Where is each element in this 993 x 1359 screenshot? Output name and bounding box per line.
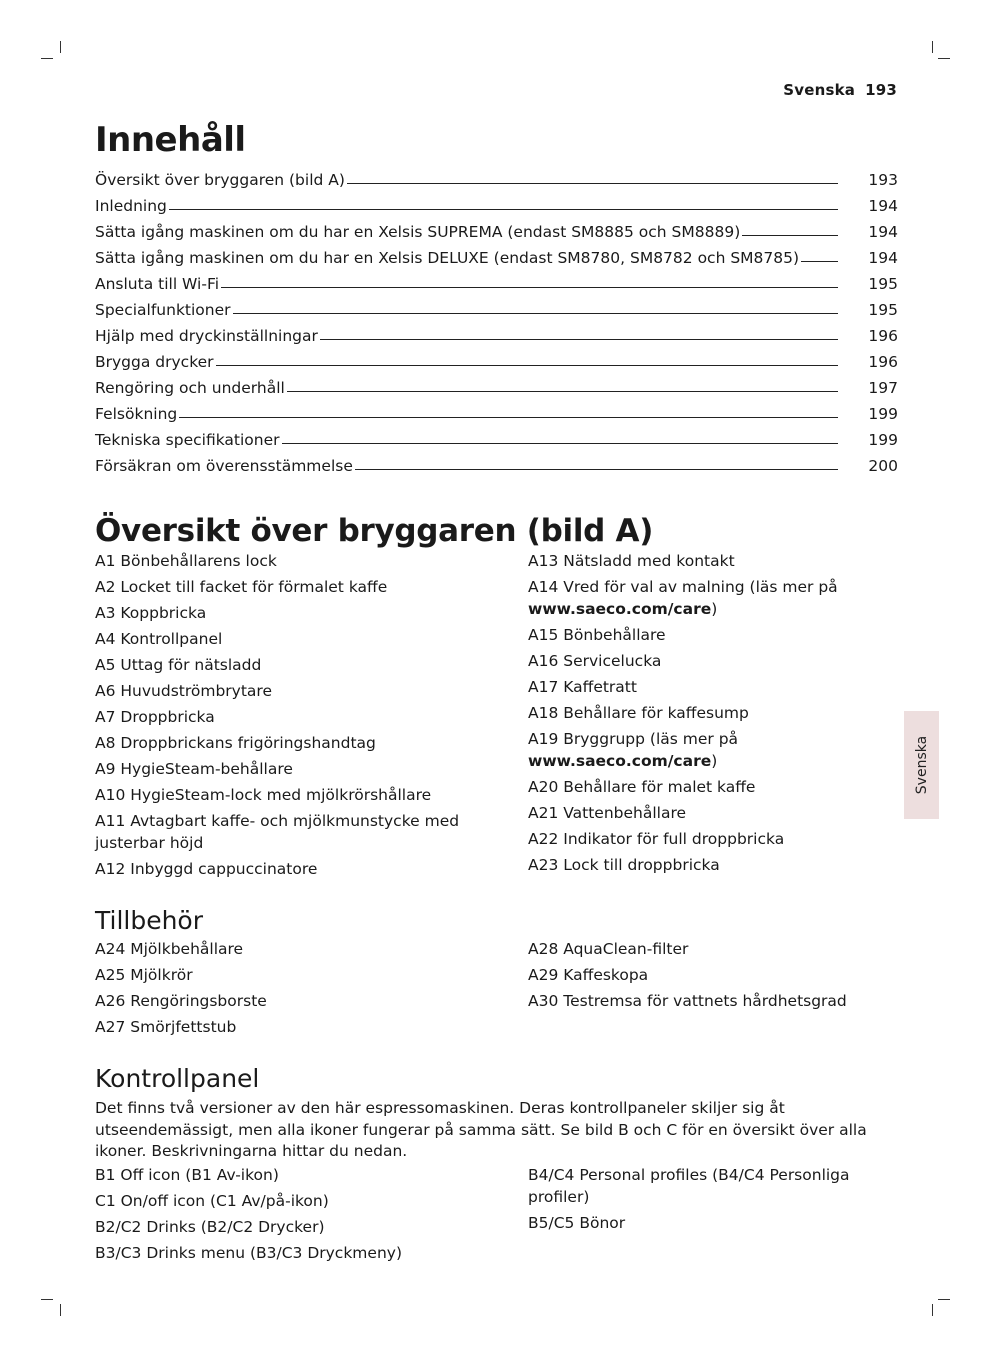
toc-leader	[233, 313, 838, 314]
toc-leader	[221, 287, 838, 288]
control-panel-title: Kontrollpanel	[95, 1064, 260, 1093]
toc-entry-label: Brygga drycker	[95, 353, 214, 371]
toc-entry-label: Försäkran om överensstämmelse	[95, 457, 353, 475]
toc-leader	[320, 339, 838, 340]
toc-entry[interactable]	[95, 397, 898, 423]
toc-entry[interactable]	[95, 319, 898, 345]
list-item: A30 Testremsa för vattnets hårdhetsgrad	[528, 992, 847, 1010]
toc-leader	[287, 391, 838, 392]
list-item	[528, 550, 898, 572]
list-item	[528, 624, 898, 646]
toc-entry-label: Översikt över bryggaren (bild A)	[95, 171, 345, 189]
list-item: A29 Kaffeskopa	[528, 966, 649, 984]
toc-entry-label: Ansluta till Wi-Fi	[95, 275, 220, 293]
list-item: B3/C3 Drinks menu (B3/C3 Dryckmeny)	[95, 1243, 402, 1262]
toc-leader	[355, 469, 838, 470]
control-panel-left-column	[95, 1164, 528, 1268]
list-item-text: A15 Bönbehållare	[528, 626, 666, 644]
toc-entry-label: Sätta igång maskinen om du har en Xelsis SUPREMA (endast SM8885 och SM8889)	[95, 223, 741, 241]
control-panel-intro: Det finns två versioner av den här espressomaskinen. Deras kontrollpaneler skiljer sig åt utseendemässigt, men alla ikoner fungerar på samma sätt. Se bild B och C för en översikt över alla ikoner. Beskrivningarna hittar du nedan.	[95, 1099, 867, 1160]
list-item: A7 Droppbricka	[95, 708, 215, 726]
toc-entry-page: 196	[868, 353, 898, 371]
list-item: A6 Huvudströmbrytare	[95, 682, 273, 700]
accessories-title: Tillbehör	[95, 906, 204, 935]
toc-entry[interactable]	[95, 163, 898, 189]
toc-entry-page: 199	[868, 431, 898, 449]
crop-mark	[932, 41, 933, 53]
overview-left-column	[95, 550, 528, 884]
crop-mark	[932, 1304, 933, 1316]
toc-entry[interactable]	[95, 423, 898, 449]
toc-entry-label: Rengöring och underhåll	[95, 379, 285, 397]
list-item: A12 Inbyggd cappuccinatore	[95, 860, 318, 878]
overview-list	[95, 550, 898, 884]
toc-entry[interactable]	[95, 189, 898, 215]
list-item: A3 Koppbricka	[95, 604, 207, 622]
list-item-text: A20 Behållare för malet kaffe	[528, 778, 756, 796]
care-link[interactable]: www.saeco.com/care	[528, 752, 712, 770]
crop-mark	[60, 41, 61, 53]
list-item	[528, 802, 898, 824]
list-item: A1 Bönbehållarens lock	[95, 552, 277, 570]
list-item: A8 Droppbrickans frigöringshandtag	[95, 734, 376, 752]
toc-leader	[169, 209, 838, 210]
list-item: B1 Off icon (B1 Av-ikon)	[95, 1165, 279, 1184]
accessories-right-column	[528, 938, 898, 1042]
language-side-tab	[904, 711, 939, 819]
list-item	[528, 650, 898, 672]
toc-entry-page: 197	[868, 379, 898, 397]
list-item: B2/C2 Drinks (B2/C2 Drycker)	[95, 1217, 325, 1236]
crop-mark	[60, 1304, 61, 1316]
toc-entry[interactable]	[95, 293, 898, 319]
list-item-text: A14 Vred för val av malning (läs mer på	[528, 578, 838, 596]
list-item	[528, 676, 898, 698]
list-item: A25 Mjölkrör	[95, 966, 193, 984]
toc-entry-label: Specialfunktioner	[95, 301, 231, 319]
toc-leader	[216, 365, 838, 366]
toc-leader	[179, 417, 838, 418]
toc-entry-label: Sätta igång maskinen om du har en Xelsis DELUXE (endast SM8780, SM8782 och SM8785)	[95, 249, 800, 267]
list-item-text: A16 Servicelucka	[528, 652, 662, 670]
crop-mark	[938, 1299, 950, 1300]
list-item-text: A17 Kaffetratt	[528, 678, 637, 696]
toc-leader	[347, 183, 838, 184]
list-item	[528, 728, 898, 772]
list-item: A24 Mjölkbehållare	[95, 940, 244, 958]
toc-entry[interactable]	[95, 215, 898, 241]
crop-mark	[938, 58, 950, 59]
overview-title: Översikt över bryggaren (bild A)	[95, 513, 654, 549]
toc-leader	[742, 235, 838, 236]
list-item-text: )	[711, 752, 718, 770]
toc-entry-label: Felsökning	[95, 405, 178, 423]
table-of-contents	[95, 163, 898, 475]
toc-entry-page: 196	[868, 327, 898, 345]
toc-entry[interactable]	[95, 449, 898, 475]
list-item-text: A21 Vattenbehållare	[528, 804, 687, 822]
toc-entry-label: Hjälp med dryckinställningar	[95, 327, 318, 345]
toc-entry[interactable]	[95, 267, 898, 293]
list-item: C1 On/off icon (C1 Av/på-ikon)	[95, 1191, 329, 1210]
control-panel-list	[95, 1164, 898, 1268]
list-item-text: )	[711, 600, 718, 618]
toc-entry-page: 195	[868, 275, 898, 293]
list-item-text: A18 Behållare för kaffesump	[528, 704, 749, 722]
toc-entry-page: 193	[868, 171, 898, 189]
crop-mark	[41, 58, 53, 59]
crop-mark	[41, 1299, 53, 1300]
list-item: B4/C4 Personal profiles (B4/C4 Personliga profiler)	[528, 1165, 850, 1206]
list-item: A26 Rengöringsborste	[95, 992, 267, 1010]
list-item: A2 Locket till facket för förmalet kaffe	[95, 578, 388, 596]
toc-entry-label: Tekniska specifikationer	[95, 431, 280, 449]
list-item	[528, 576, 898, 620]
list-item-text: A22 Indikator för full droppbricka	[528, 830, 785, 848]
toc-entry-page: 199	[868, 405, 898, 423]
toc-entry[interactable]	[95, 371, 898, 397]
toc-entry[interactable]	[95, 345, 898, 371]
toc-entry-page: 200	[868, 457, 898, 475]
toc-entry-label: Inledning	[95, 197, 167, 215]
list-item: A9 HygieSteam-behållare	[95, 760, 293, 778]
toc-entry-page: 194	[868, 223, 898, 241]
side-tab-label: Svenska	[913, 735, 930, 795]
toc-entry-page: 194	[868, 197, 898, 215]
list-item-text: A13 Nätsladd med kontakt	[528, 552, 735, 570]
accessories-left-column	[95, 938, 528, 1042]
toc-leader	[282, 443, 838, 444]
accessories-list	[95, 938, 898, 1042]
list-item	[528, 854, 898, 876]
list-item: A5 Uttag för nätsladd	[95, 656, 262, 674]
toc-leader	[801, 261, 838, 262]
list-item: B5/C5 Bönor	[528, 1213, 626, 1232]
care-link[interactable]: www.saeco.com/care	[528, 600, 712, 618]
list-item-text: A23 Lock till droppbricka	[528, 856, 720, 874]
running-head-language: Svenska	[783, 81, 856, 99]
overview-right-column	[528, 550, 898, 884]
list-item: A28 AquaClean-filter	[528, 940, 689, 958]
running-head	[783, 81, 897, 99]
list-item: A4 Kontrollpanel	[95, 630, 223, 648]
toc-title: Innehåll	[95, 120, 246, 160]
list-item: A10 HygieSteam-lock med mjölkrörshållare	[95, 786, 432, 804]
toc-entry-page: 195	[868, 301, 898, 319]
toc-entry[interactable]	[95, 241, 898, 267]
list-item	[528, 776, 898, 798]
list-item-text: A19 Bryggrupp (läs mer på	[528, 730, 739, 748]
list-item	[528, 828, 898, 850]
page-number: 193	[865, 81, 897, 99]
list-item	[528, 702, 898, 724]
page-content	[95, 118, 898, 1268]
control-panel-right-column	[528, 1164, 898, 1268]
list-item: A27 Smörjfettstub	[95, 1018, 237, 1036]
toc-entry-page: 194	[868, 249, 898, 267]
list-item: A11 Avtagbart kaffe- och mjölkmunstycke med justerbar höjd	[95, 812, 460, 852]
